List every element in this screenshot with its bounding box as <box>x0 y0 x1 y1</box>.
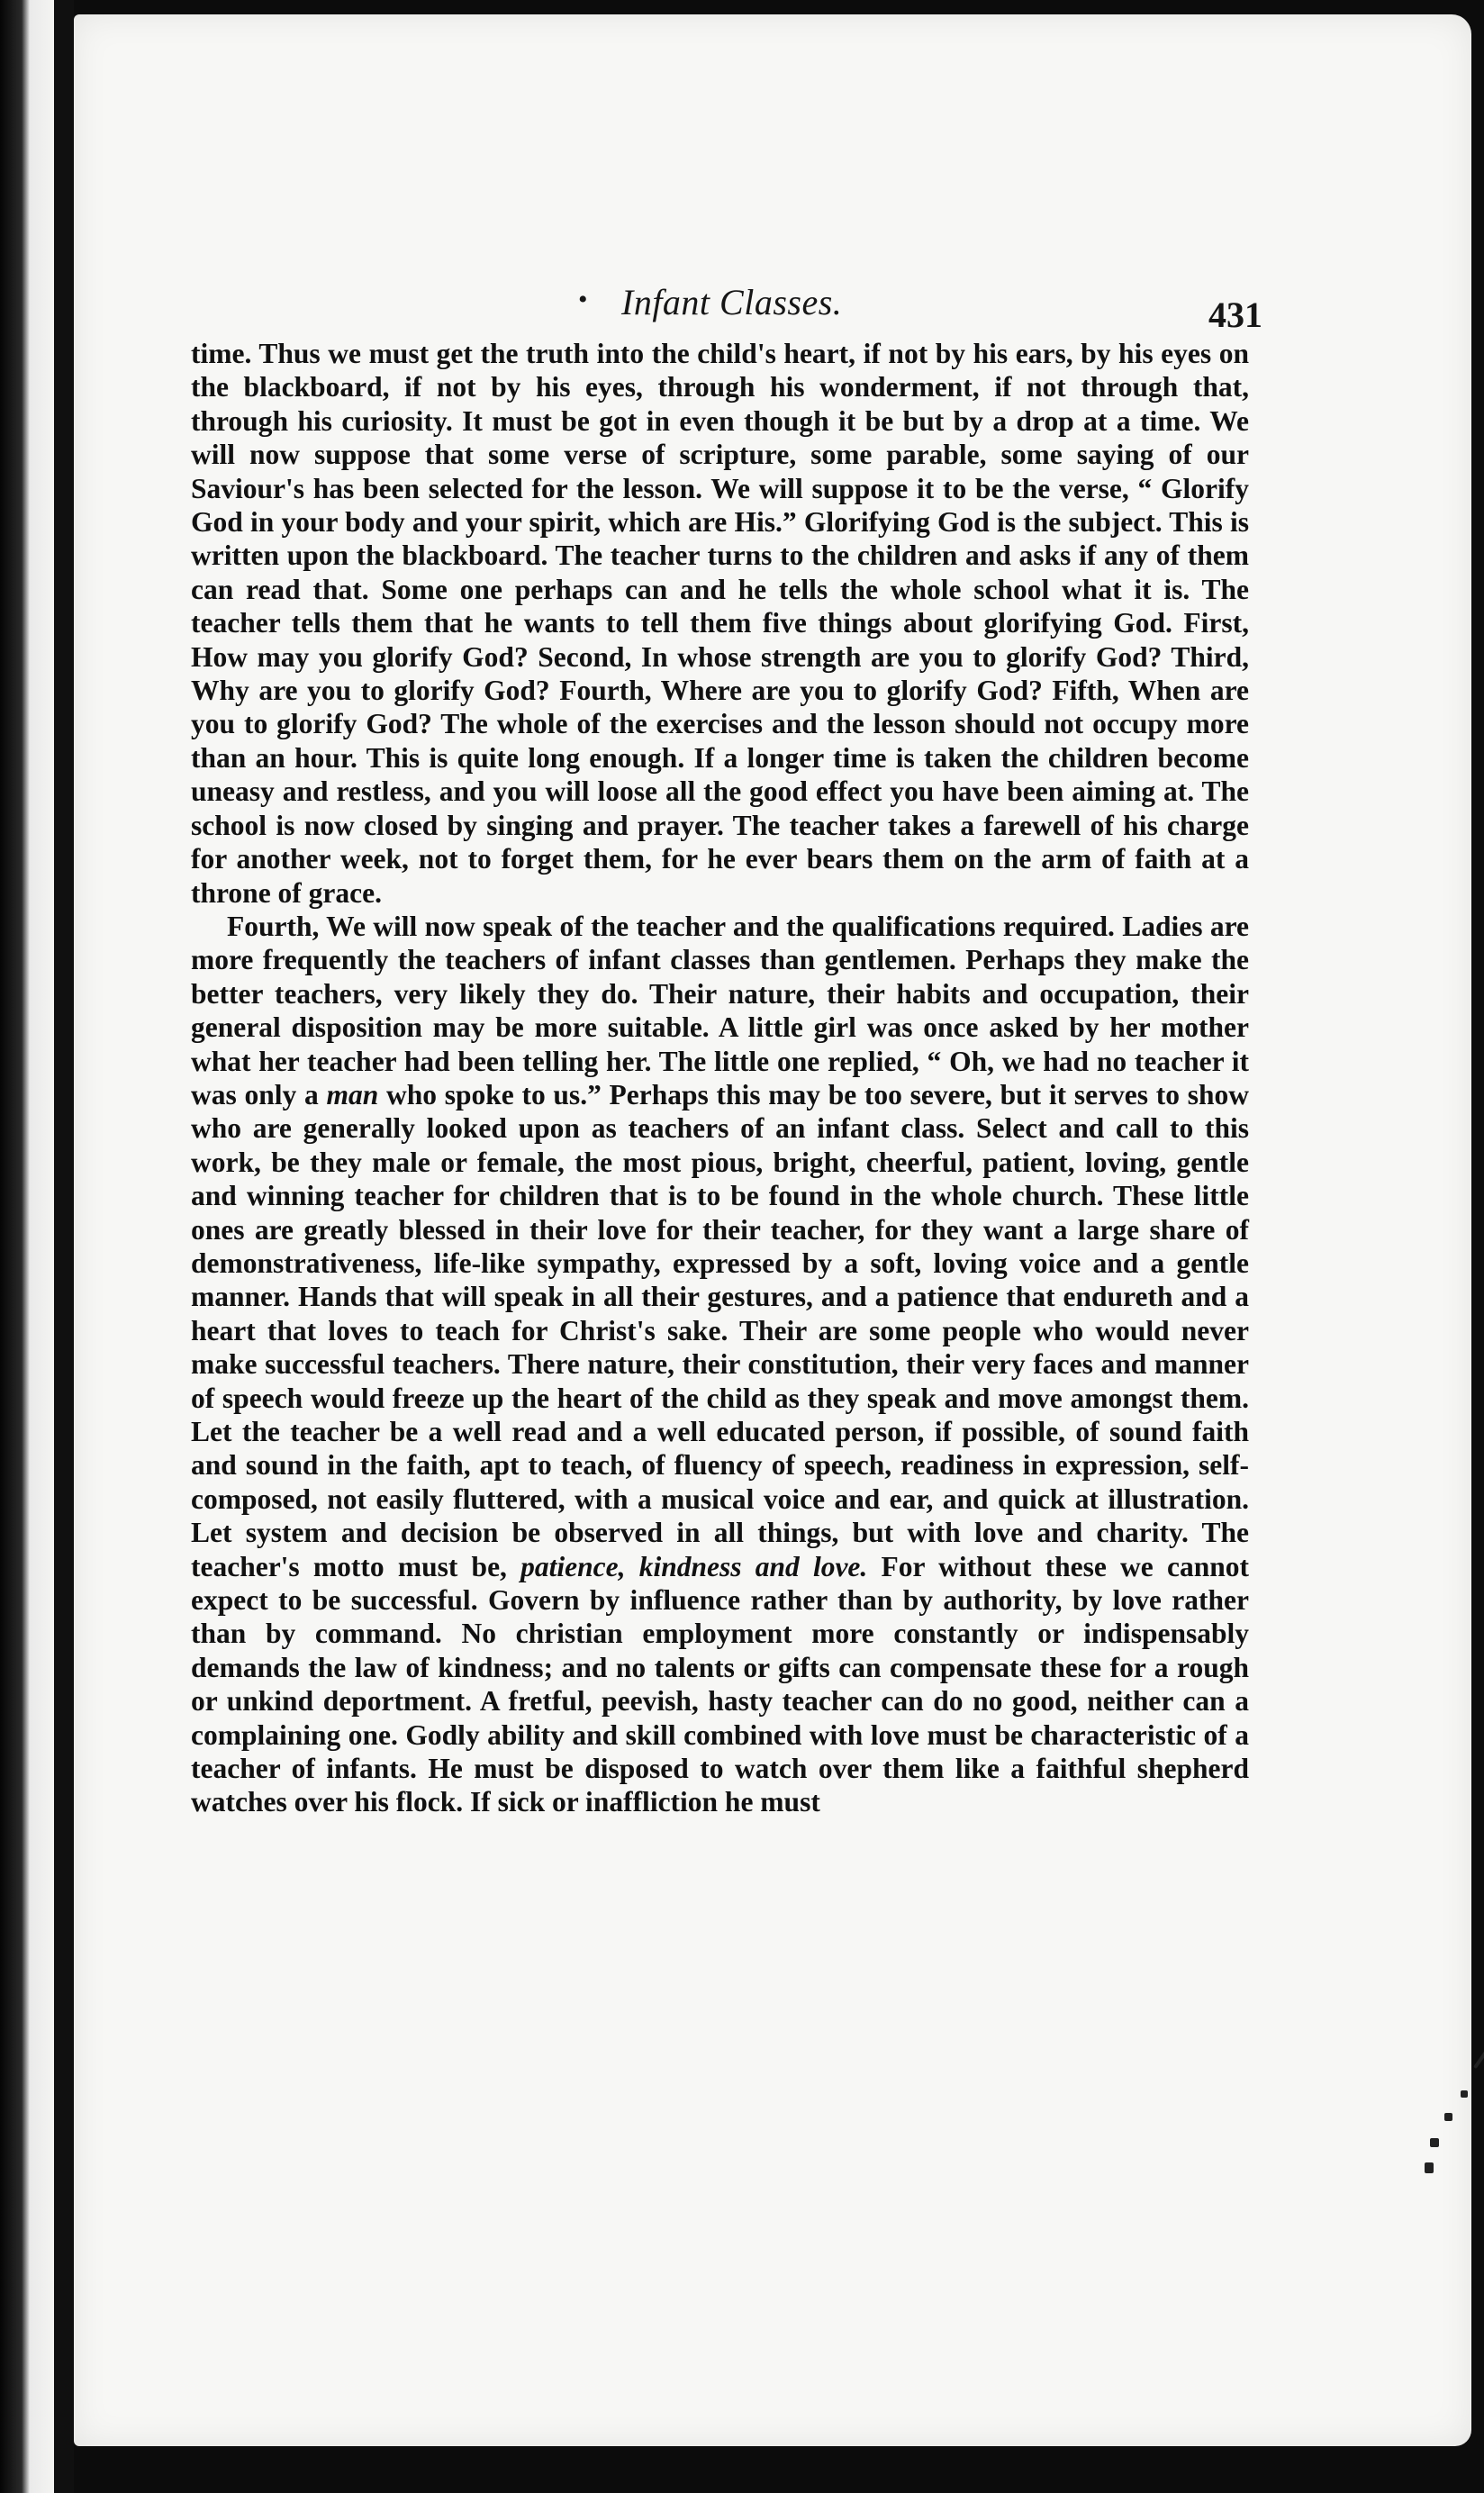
paragraph-2-part-c: For without these we cannot expect to be successful. Govern by influence rather than by authority, by love rather than by command. No christian employment more constantly or indispensably demands the law of kindness; and no talents or gifts can compensate these for a rough or unkind deportment. A fretful, peevish, hasty teacher can do no good, neither can a complaining one. Godly ability and skill combined with love must be characteristic of a teacher of infants. He must be disposed to watch over them like a faithful shepherd watches over his flock. If sick or inaffliction he must <box>191 1550 1250 1818</box>
paragraph-2 <box>191 910 1249 1819</box>
margin-mark <box>1473 2051 1484 2069</box>
margin-mark <box>1461 2090 1468 2098</box>
emphasis-man: man <box>326 1078 379 1111</box>
book-page <box>74 14 1471 2446</box>
facing-page-edge <box>0 0 54 2493</box>
paragraph-1: time. Thus we must get the truth into the child's heart, if not by his ears, by his eyes on the blackboard, if not by his eyes, through his wonderment, if not through that, through his curiosity. It must be got in even though it be but by a drop at a time. We will now suppose that some verse of scripture, some parable, some saying of our Saviour's has been selected for the lesson. We will suppose it to be the verse, “ Glorify God in your body and your spirit, which are His.” Glorifying God is the subject. This is written upon the blackboard. The teacher turns to the children and asks if any of them can read that. Some one perhaps can and he tells the whole school what it is. The teacher tells them that he wants to tell them five things about glorifying God. First, How may you glorify God? Second, In whose strength are you to glorify God? Third, Why are you to glorify God? Fourth, Where are you to glorify God? Fifth, When are you to glorify God? The whole of the exercises and the lesson should not occupy more than an hour. This is quite long enough. If a longer time is taken the children become uneasy and restless, and you will loose all the good effect you have been aiming at. The school is now closed by singing and prayer. The teacher takes a farewell of his charge for another week, not to forget them, for he ever bears them on the arm of faith at a throne of grace. <box>191 338 1249 909</box>
running-title: Infant Classes. <box>621 282 843 322</box>
page-number: 431 <box>1208 295 1262 335</box>
body-text <box>191 337 1249 1819</box>
emphasis-motto: patience, kindness and love. <box>520 1550 868 1582</box>
margin-mark <box>1444 2113 1452 2121</box>
running-head <box>578 276 1262 335</box>
margin-mark <box>1425 2162 1434 2173</box>
margin-mark <box>1430 2138 1439 2147</box>
paragraph-2-part-b: who spoke to us.” Perhaps this may be too severe, but it serves to show who are generally looked upon as teachers of an infant class. Select and call to this work, be they male or female, the most pious, bright, cheerful, patient, loving, gentle and winning teacher for children that is to be found in the whole church. These little ones are greatly blessed in their love for their teacher, for they want a large share of demonstrativeness, life-like sympathy, expressed by a soft, loving voice and a gentle manner. Hands that will speak in all their gestures, and a patience that endureth and a heart that loves to teach for Christ's sake. Their are some people who would never make successful teachers. There nature, their constitution, their very faces and manner of speech would freeze up the heart of the child as they speak and move amongst them. Let the teacher be a well read and a well educated person, if possible, of sound faith and sound in the faith, apt to teach, of fluency of speech, readiness in expression, self-composed, not easily fluttered, with a musical voice and ear, and quick at illustration. Let system and decision be observed in all things, but with love and charity. The teacher's motto must be, <box>191 1078 1249 1582</box>
book-gutter <box>54 0 74 2493</box>
margin-marks <box>1425 2041 1484 2221</box>
header-bullet: • <box>578 285 588 314</box>
paragraph-2-part-a: Fourth, We will now speak of the teacher and the qualifications required. Ladies are more frequently the teachers of infant classes than gentlemen. Perhaps they make the better teachers, very likely they do. Their nature, their habits and occupation, their general disposition may be more suitable. A little girl was once asked by her mother what her teacher had been telling her. The little one replied, “ Oh, we had no teacher it was only a <box>191 910 1249 1111</box>
